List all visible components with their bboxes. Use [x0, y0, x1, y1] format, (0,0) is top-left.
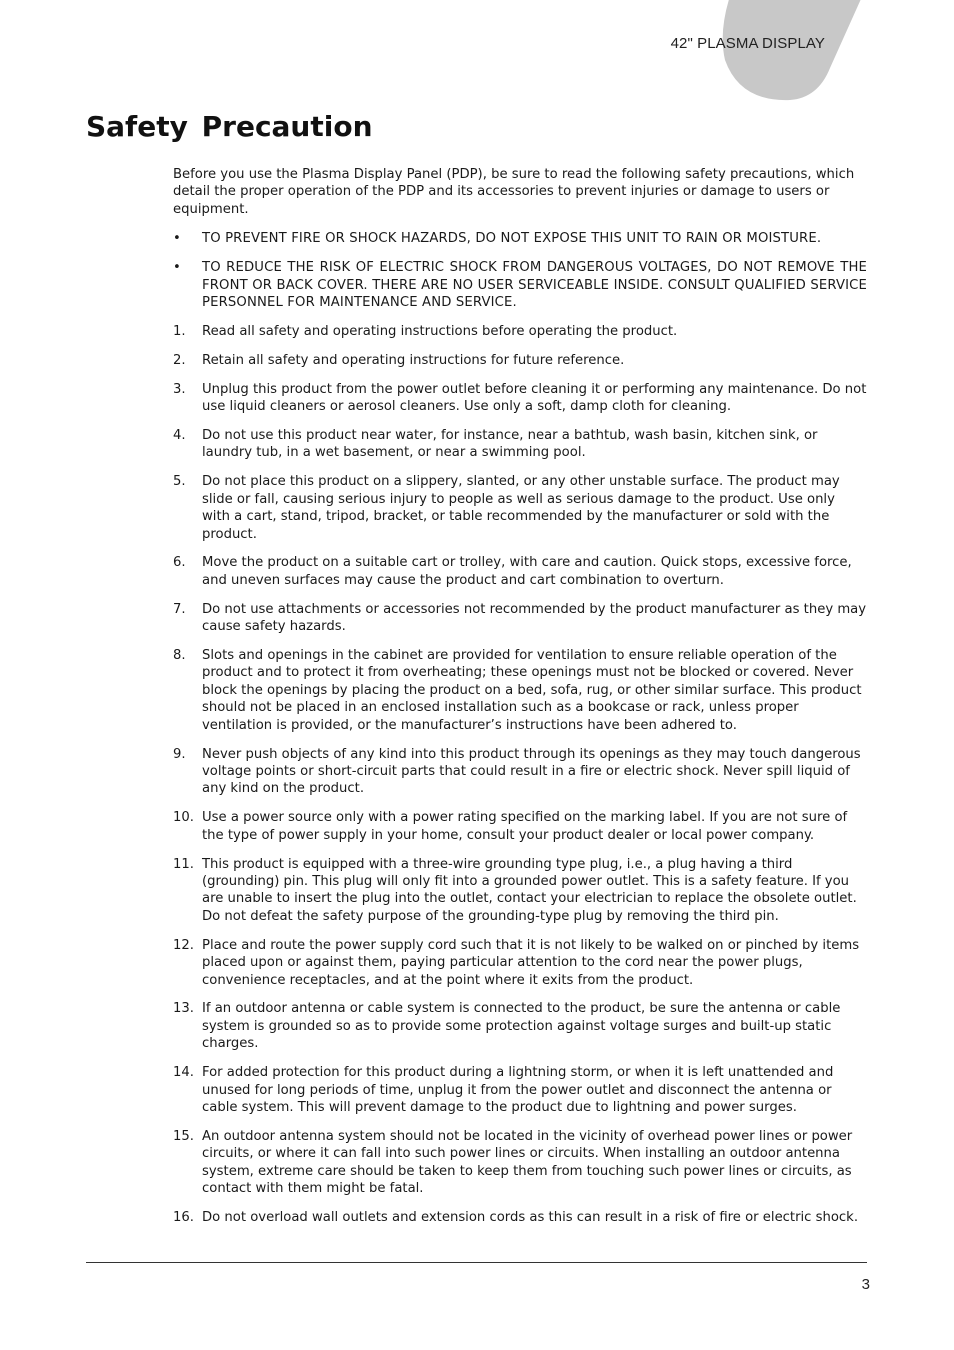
item-text: An outdoor antenna system should not be located in the vicinity of overhead power lines or power circuits, or where it can fall into such power lines or circuits. When installing an outdoor antenna system, extreme care should be taken to keep them from touching such power lines or circuits, as contact with them might be fatal.: [202, 1128, 853, 1197]
page-number: 3: [861, 1276, 870, 1293]
item-number: 13.: [173, 1001, 194, 1017]
item-number: 16.: [173, 1210, 194, 1225]
precaution-item: [173, 809, 867, 844]
item-text: Do not overload wall outlets and extension cords as this can result in a risk of fire or electric shock.: [202, 1210, 859, 1225]
item-text: Do not place this product on a slippery, slanted, or any other unstable surface. The product may slide or fall, causing serious injury to people as well as serious damage to the product. Use only with a cart, stand, tripod, bracket, or table recommended by the manufacturer or sold with the product.: [202, 474, 840, 542]
precaution-item: [173, 554, 867, 589]
precaution-item: [173, 1209, 867, 1226]
item-number: 6.: [173, 555, 186, 571]
item-text: Do not use attachments or accessories not recommended by the product manufacturer as they may cause safety hazards.: [202, 601, 867, 635]
item-text: Slots and openings in the cabinet are provided for ventilation to ensure reliable operation of the product and to protect it from overheating; these openings must not be blocked or covered. Never block the openings by placing the product on a bed, sofa, rug, or other similar surface. This product should not be placed in an enclosed installation such as a bookcase or rack, unless proper ventilation is provided, or the manufacturer’s instructions have been adhered to.: [202, 648, 862, 733]
precaution-item: [173, 1064, 867, 1116]
item-text: For added protection for this product during a lightning storm, or when it is left unattended and unused for long periods of time, unplug it from the power outlet and disconnect the antenna or cable system. This will prevent damage to the product due to lightning and power surges.: [202, 1065, 834, 1115]
safety-content: [173, 166, 867, 1238]
footer-rule: [86, 1262, 867, 1263]
bullet-marker: •: [173, 231, 181, 247]
precaution-item: [173, 647, 867, 734]
precaution-item: [173, 746, 867, 798]
item-number: 5.: [173, 474, 186, 490]
warning-text: TO REDUCE THE RISK OF ELECTRIC SHOCK FROM DANGEROUS VOLTAGES, DO NOT REMOVE THE FRONT OR BACK COVER. THERE ARE NO USER SERVICEABLE INSIDE. CONSULT QUALIFIED SERVICE PERSONNEL FOR MAINTENANCE AND SERVICE.: [202, 260, 867, 310]
item-number: 4.: [173, 427, 186, 443]
item-number: 10.: [173, 810, 194, 826]
item-text: Unplug this product from the power outlet before cleaning it or performing any maintenance. Do not use liquid cleaners or aerosol cleaners. Use only a soft, damp cloth for cleaning.: [202, 381, 867, 415]
precaution-item: [173, 323, 867, 340]
item-number: 12.: [173, 937, 194, 953]
bullet-marker: •: [173, 260, 181, 276]
precaution-item: [173, 352, 867, 369]
precaution-item: [173, 381, 867, 416]
item-text: Use a power source only with a power rating specified on the marking label. If you are not sure of the type of power supply in your home, consult your product dealer or local power company.: [202, 810, 848, 843]
item-text: Place and route the power supply cord such that it is not likely to be walked on or pinched by items placed upon or against them, paying particular attention to the cord near the power plugs, convenience receptacles, and at the point where it exits from the product.: [202, 937, 860, 988]
item-number: 15.: [173, 1128, 194, 1144]
item-text: Move the product on a suitable cart or trolley, with care and caution. Quick stops, excessive force, and uneven surfaces may cause the product and cart combination to overturn.: [202, 555, 852, 588]
item-text: Read all safety and operating instructions before operating the product.: [202, 323, 678, 339]
item-number: 3.: [173, 381, 186, 397]
product-header-label: 42" PLASMA DISPLAY: [670, 35, 825, 52]
item-number: 2.: [173, 352, 186, 368]
item-number: 9.: [173, 746, 186, 762]
item-text: This product is equipped with a three-wire grounding type plug, i.e., a plug having a third (grounding) pin. This plug will only fit into a grounded power outlet. This is a safety feature. If you are unable to insert the plug into the outlet, contact your electrician to replace the obsolete outlet. Do not defeat the safety purpose of the grounding-type plug by removing the third pin.: [202, 856, 857, 924]
precaution-item: [173, 1000, 867, 1052]
precaution-list: [173, 323, 867, 1227]
page-title: Safety Precaution: [86, 110, 373, 143]
item-number: 8.: [173, 648, 186, 664]
item-number: 14.: [173, 1065, 194, 1081]
item-number: 1.: [173, 323, 186, 339]
intro-paragraph: Before you use the Plasma Display Panel (PDP), be sure to read the following safety precautions, which detail the proper operation of the PDP and its accessories to prevent injuries or damage to users or equipment.: [173, 167, 855, 217]
precaution-item: [173, 856, 867, 926]
precaution-item: [173, 1128, 867, 1198]
precaution-item: [173, 473, 867, 543]
warning-text: TO PREVENT FIRE OR SHOCK HAZARDS, DO NOT EXPOSE THIS UNIT TO RAIN OR MOISTURE.: [202, 231, 822, 247]
item-text: Never push objects of any kind into this product through its openings as they may touch dangerous voltage points or short-circuit parts that could result in a fire or electric shock. Never spill liquid of any kind on the product.: [202, 746, 861, 797]
precaution-item: [173, 937, 867, 989]
item-text: Retain all safety and operating instructions for future reference.: [202, 352, 625, 368]
warning-list: [173, 230, 867, 311]
item-text: Do not use this product near water, for instance, near a bathtub, wash basin, kitchen sink, or laundry tub, in a wet basement, or near a swimming pool.: [202, 427, 818, 461]
item-number: 11.: [173, 856, 194, 872]
precaution-item: [173, 601, 867, 636]
item-text: If an outdoor antenna or cable system is connected to the product, be sure the antenna or cable system is grounded so as to provide some protection against voltage surges and built-up static charges.: [202, 1001, 841, 1052]
item-number: 7.: [173, 601, 186, 617]
warning-item: [173, 230, 867, 247]
precaution-item: [173, 427, 867, 462]
warning-item: [173, 259, 867, 311]
